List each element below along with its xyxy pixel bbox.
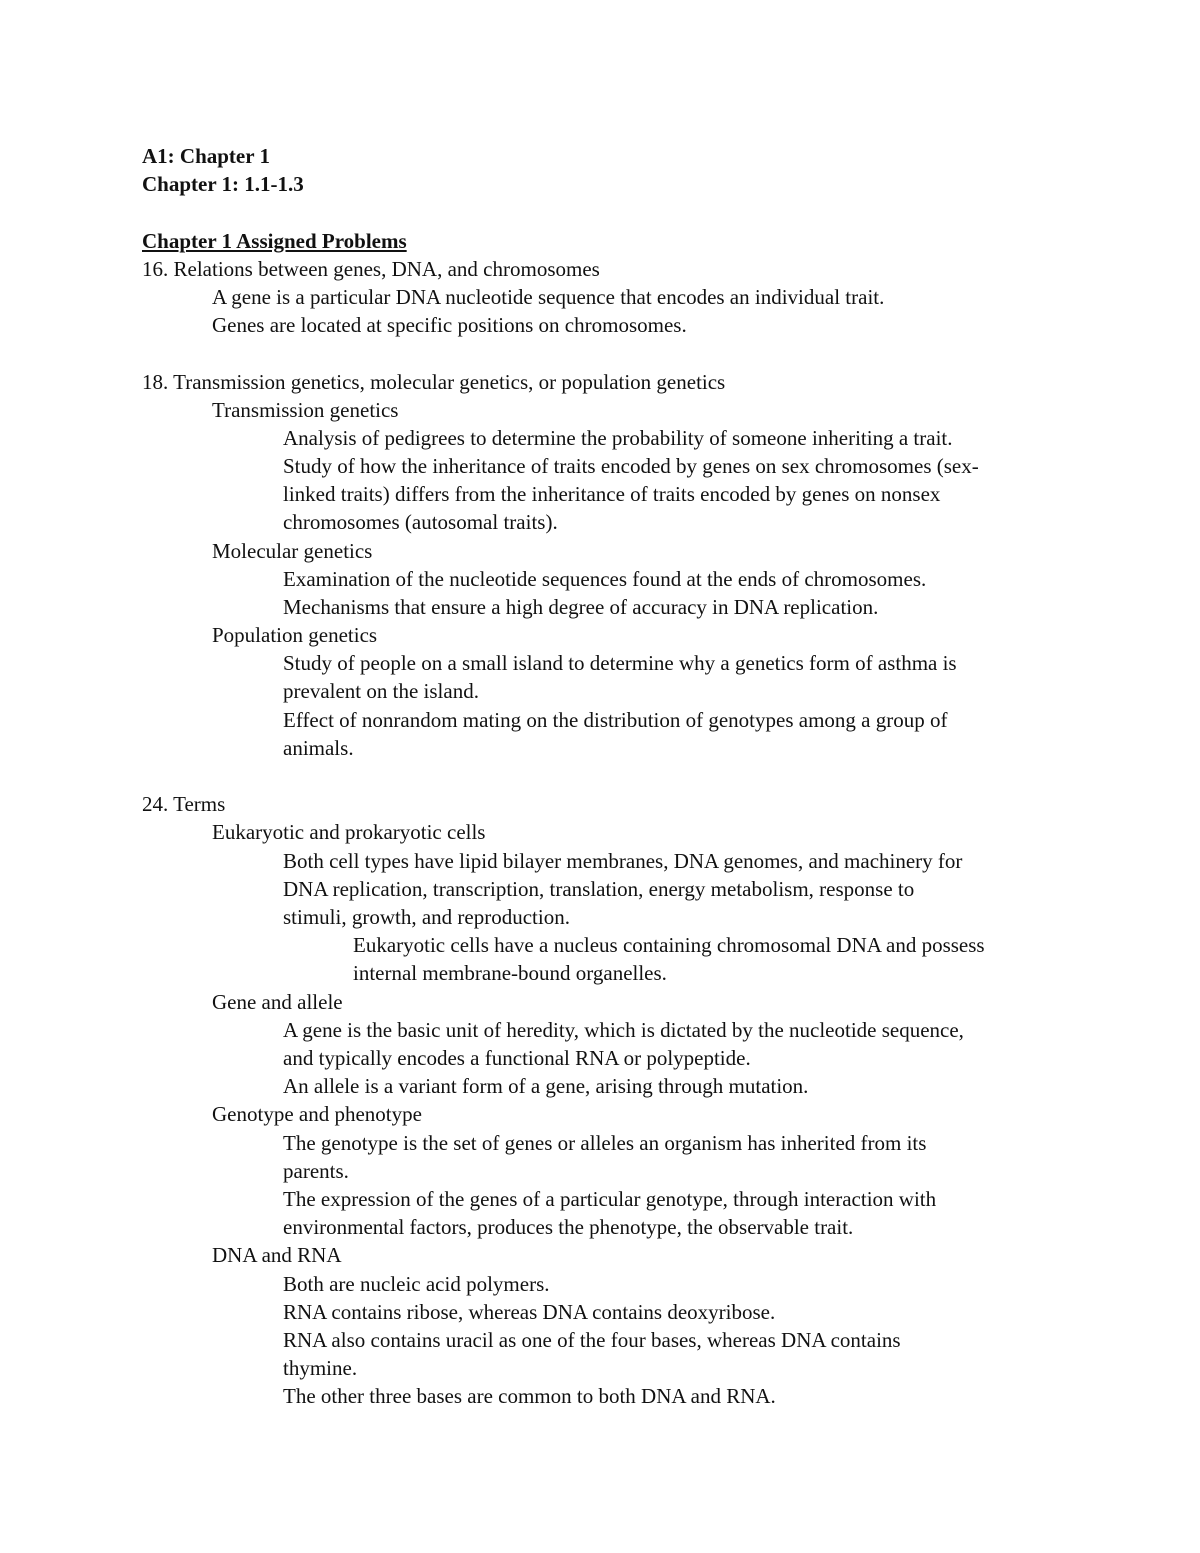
gene-allele-label: Gene and allele (212, 990, 343, 1014)
population-genetics-line: prevalent on the island. (283, 679, 479, 703)
genotype-phenotype-line: The expression of the genes of a particular genotype, through interaction with (283, 1187, 937, 1211)
population-genetics-label: Population genetics (212, 623, 378, 647)
dna-rna-line: RNA contains ribose, whereas DNA contains deoxyribose. (283, 1300, 776, 1324)
problem-18-heading: 18. Transmission genetics, molecular genetics, or population genetics (142, 370, 726, 394)
section-heading: Chapter 1 Assigned Problems (142, 229, 407, 253)
problem-16-heading: 16. Relations between genes, DNA, and chromosomes (142, 257, 600, 281)
cells-line: DNA replication, transcription, translation, energy metabolism, response to (283, 877, 915, 901)
dna-rna-line: Both are nucleic acid polymers. (283, 1272, 550, 1296)
genotype-phenotype-line: environmental factors, produces the phenotype, the observable trait. (283, 1215, 854, 1239)
cells-line: Both cell types have lipid bilayer membranes, DNA genomes, and machinery for (283, 849, 963, 873)
problem-16-line: Genes are located at specific positions on chromosomes. (212, 313, 687, 337)
molecular-genetics-label: Molecular genetics (212, 539, 373, 563)
transmission-genetics-line: Analysis of pedigrees to determine the probability of someone inheriting a trait. (283, 426, 953, 450)
dna-rna-line: The other three bases are common to both DNA and RNA. (283, 1384, 776, 1408)
genotype-phenotype-label: Genotype and phenotype (212, 1102, 422, 1126)
cells-sub-line: Eukaryotic cells have a nucleus containing chromosomal DNA and possess (353, 933, 985, 957)
document-title: A1: Chapter 1 (142, 144, 270, 168)
genotype-phenotype-line: parents. (283, 1159, 349, 1183)
genotype-phenotype-line: The genotype is the set of genes or alleles an organism has inherited from its (283, 1131, 927, 1155)
dna-rna-label: DNA and RNA (212, 1243, 342, 1267)
population-genetics-line: Effect of nonrandom mating on the distribution of genotypes among a group of (283, 708, 948, 732)
molecular-genetics-line: Mechanisms that ensure a high degree of accuracy in DNA replication. (283, 595, 879, 619)
transmission-genetics-line: chromosomes (autosomal traits). (283, 510, 558, 534)
gene-allele-line: A gene is the basic unit of heredity, which is dictated by the nucleotide sequence, (283, 1018, 964, 1042)
population-genetics-line: Study of people on a small island to determine why a genetics form of asthma is (283, 651, 957, 675)
gene-allele-line: An allele is a variant form of a gene, arising through mutation. (283, 1074, 809, 1098)
transmission-genetics-label: Transmission genetics (212, 398, 399, 422)
cells-line: stimuli, growth, and reproduction. (283, 905, 570, 929)
gene-allele-line: and typically encodes a functional RNA or polypeptide. (283, 1046, 751, 1070)
problem-24-heading: 24. Terms (142, 792, 226, 816)
problem-16-line: A gene is a particular DNA nucleotide sequence that encodes an individual trait. (212, 285, 885, 309)
transmission-genetics-line: linked traits) differs from the inheritance of traits encoded by genes on nonsex (283, 482, 941, 506)
document-subtitle: Chapter 1: 1.1-1.3 (142, 172, 304, 196)
dna-rna-line: RNA also contains uracil as one of the four bases, whereas DNA contains (283, 1328, 901, 1352)
population-genetics-line: animals. (283, 736, 354, 760)
molecular-genetics-line: Examination of the nucleotide sequences found at the ends of chromosomes. (283, 567, 927, 591)
cells-label: Eukaryotic and prokaryotic cells (212, 820, 486, 844)
dna-rna-line: thymine. (283, 1356, 358, 1380)
transmission-genetics-line: Study of how the inheritance of traits encoded by genes on sex chromosomes (sex- (283, 454, 979, 478)
cells-sub-line: internal membrane-bound organelles. (353, 961, 667, 985)
